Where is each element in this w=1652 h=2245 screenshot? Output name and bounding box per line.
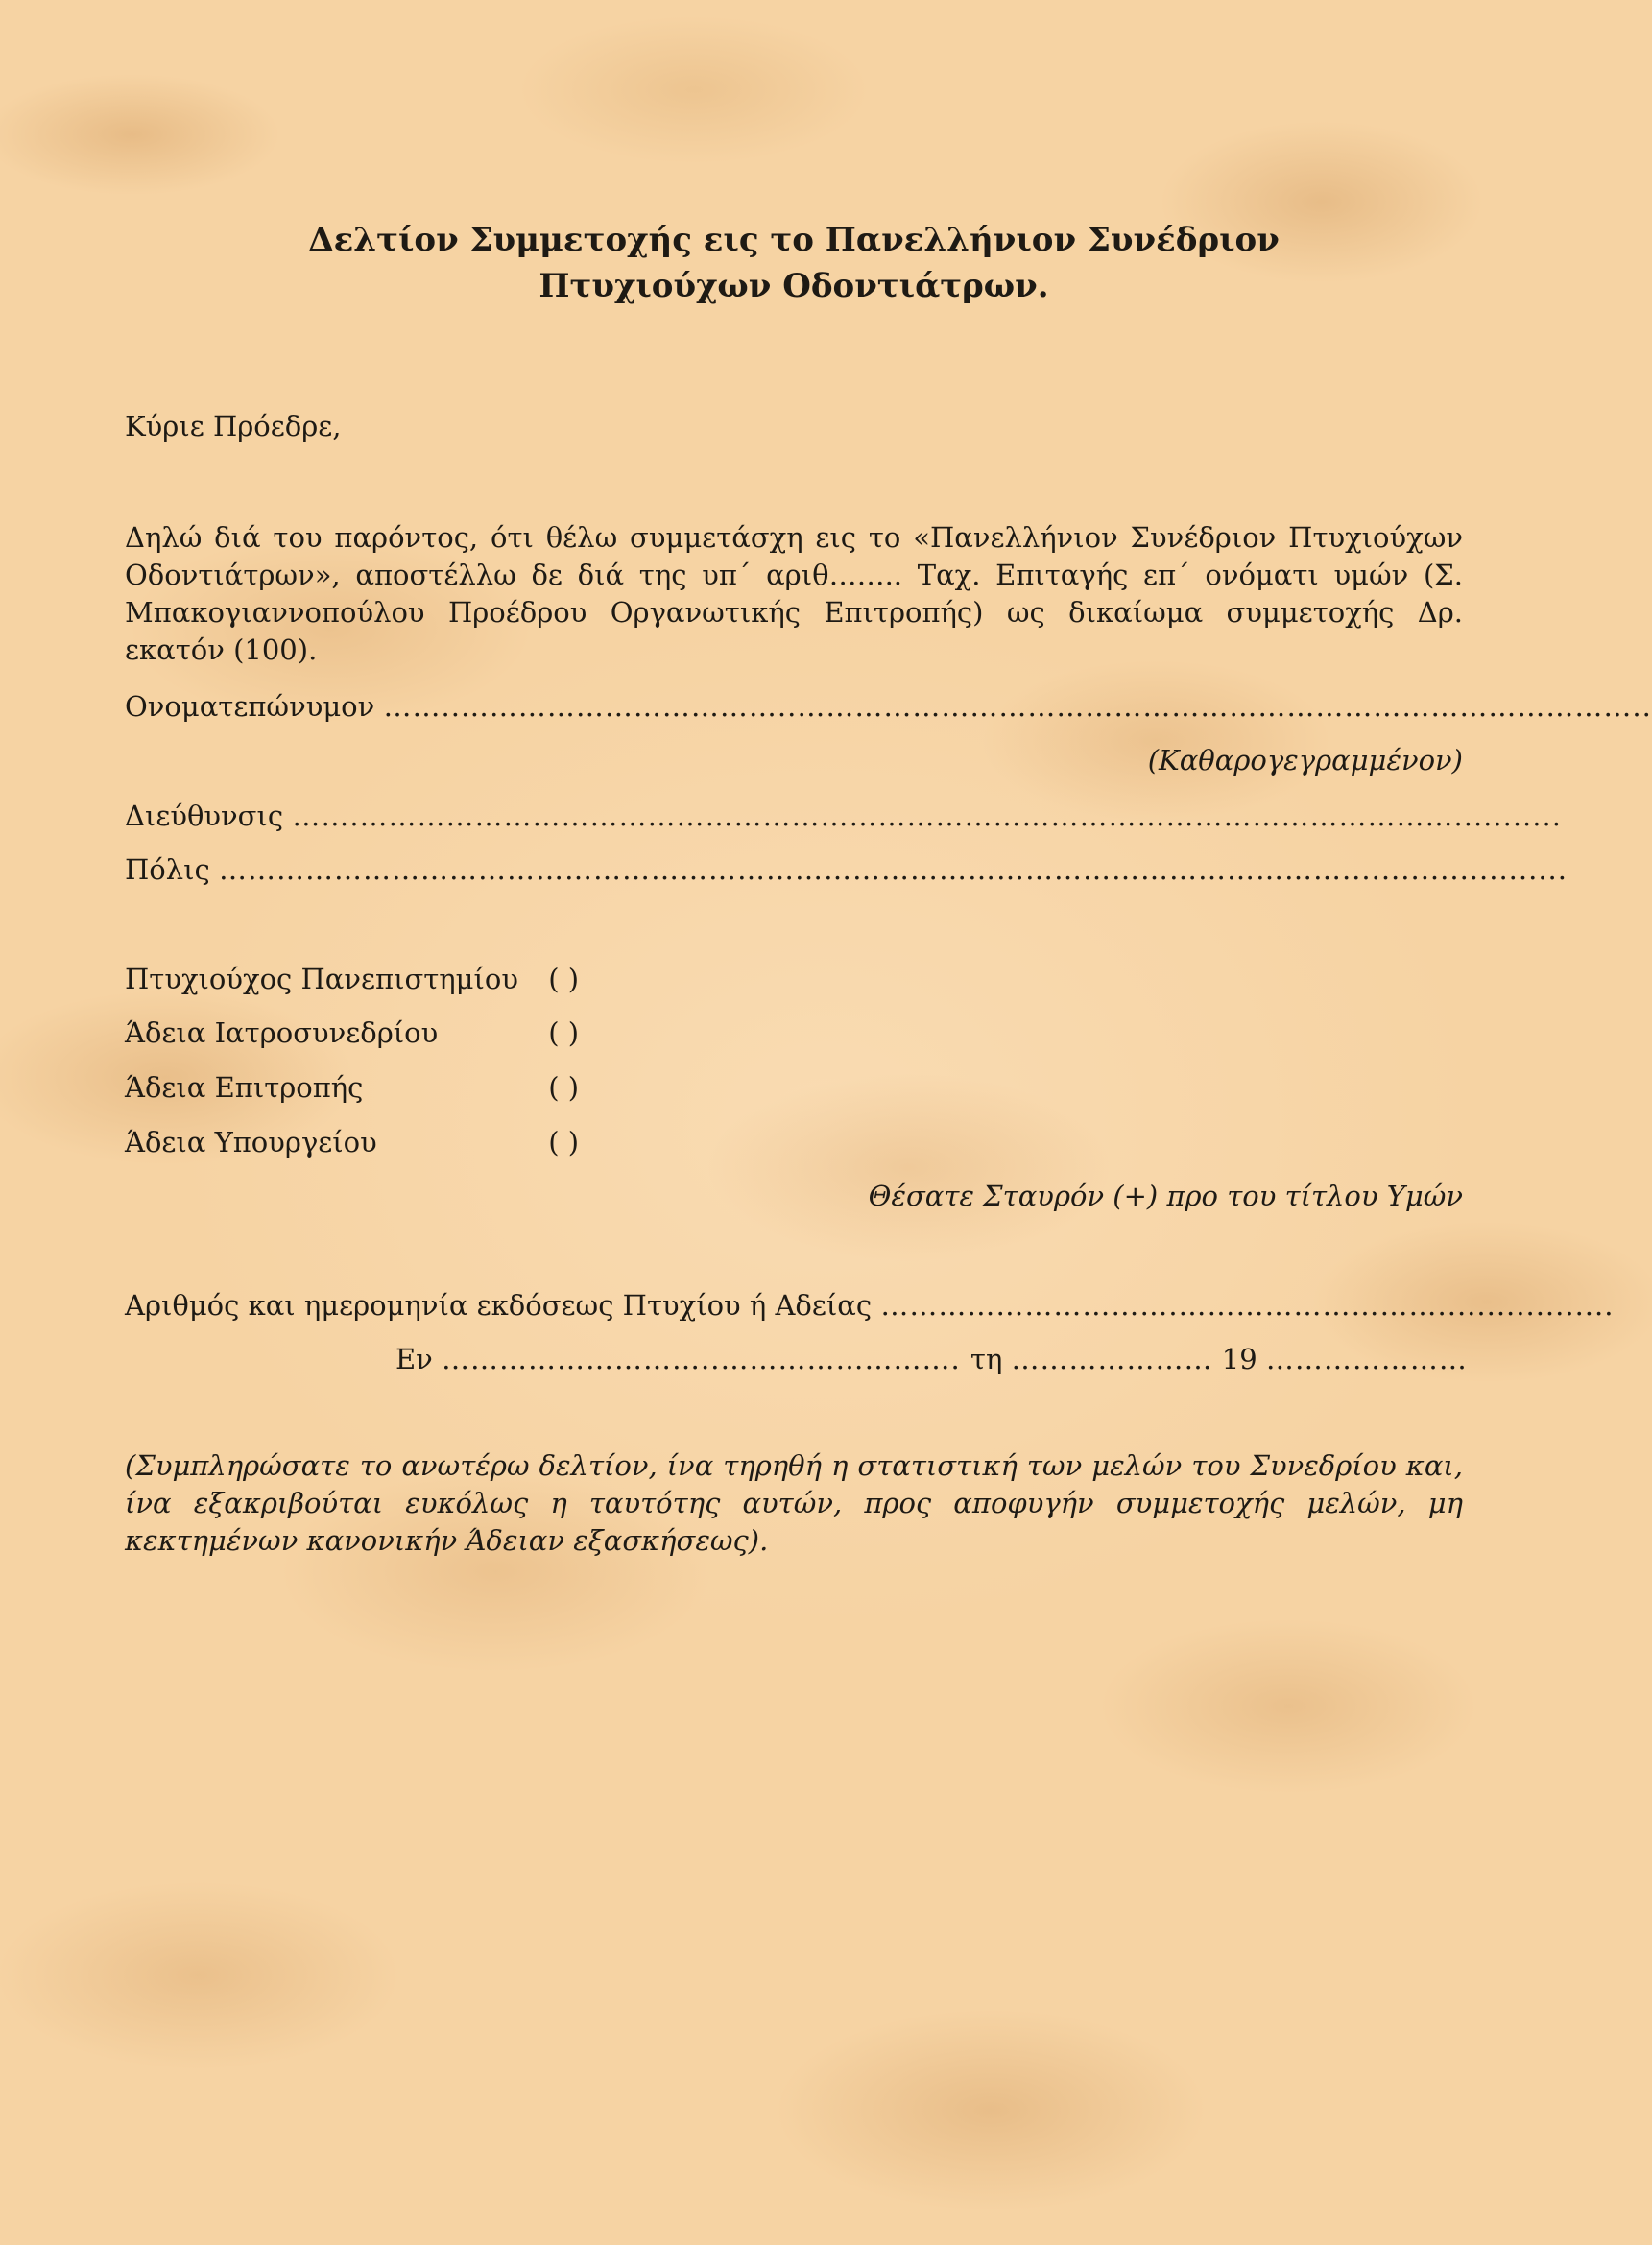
name-hint: (Καθαρογεγραμμένον) — [1147, 744, 1463, 776]
footnote: (Συμπληρώσατε το ανωτέρω δελτίον, ίνα τηρηθή η στατιστική των μελών του Συνεδρίου και, ίνα εξακριβούται ευκόλως η ταυτότης αυτών, προς αποφυγήν συμμετοχής μελών, μη κεκτημένων κανονικήν Άδειαν εξασκήσεως). — [125, 1449, 1463, 1557]
declaration-paragraph: Δηλώ διά του παρόντος, ότι θέλω συμμετάσχη εις το «Πανελλήνιον Συνέδριον Πτυχιούχων Οδοντιάτρων», αποστέλλω δε διά της υπ΄ αριθ…….. Ταχ. Επιταγής επ΄ ονόματι υμών (Σ. Μπακογιαννοπούλου Προέδρου Οργανωτικής Επιτροπής) ως δικαίωμα συμμετοχής Δρ. εκατόν (100). — [125, 521, 1463, 666]
date-place-line[interactable] — [395, 1340, 1468, 1378]
checkbox-label: Άδεια Επιτροπής — [125, 1071, 364, 1104]
address-field-label: Διεύθυνσις — [125, 800, 284, 832]
year-prefix: 19 — [1221, 1343, 1257, 1375]
checkbox-box[interactable]: ( ) — [548, 1071, 580, 1104]
checkbox-box[interactable]: ( ) — [548, 963, 580, 995]
salutation: Κύριε Πρόεδρε, — [125, 410, 342, 442]
name-field[interactable] — [125, 687, 1652, 726]
city-field-label: Πόλις — [125, 853, 210, 886]
address-field[interactable] — [125, 797, 1562, 835]
checkbox-label: Άδεια Υπουργείου — [125, 1126, 377, 1158]
form-title-line-2: Πτυχιούχων Οδοντιάτρων. — [539, 267, 1049, 305]
license-field-dots: ………………………….……………………….................. — [880, 1289, 1615, 1322]
license-field[interactable] — [125, 1286, 1615, 1325]
city-field[interactable] — [125, 850, 1568, 889]
license-field-label: Αριθμός και ημερομηνία εκδόσεως Πτυχίου ή Αδείας — [125, 1289, 873, 1322]
checkbox-instruction: Θέσατε Σταυρόν (+) προ του τίτλου Υμών — [868, 1180, 1463, 1212]
city-field-dots: ………………………………………………………………………………………………………....................... — [218, 853, 1568, 886]
checkbox-label: Πτυχιούχος Πανεπιστημίου — [125, 963, 518, 995]
form-page — [125, 0, 1652, 2245]
checkbox-row-ministry[interactable] — [125, 1123, 579, 1161]
name-field-label: Ονοματεπώνυμον — [125, 690, 375, 723]
day-dots: ………………… — [1011, 1343, 1213, 1375]
name-field-dots: ……..……………………………..…………………………………………………………………………….. — [383, 690, 1652, 723]
place-dots: ………………………..……………………. — [442, 1343, 970, 1375]
checkbox-row-committee[interactable] — [125, 1068, 579, 1107]
form-title — [125, 217, 1463, 309]
checkbox-row-university[interactable] — [125, 960, 579, 998]
address-field-dots: …….……………………………………………………………………………………………………........... — [292, 800, 1562, 832]
date-th-label: τη — [970, 1343, 1003, 1375]
checkbox-row-medical-association[interactable] — [125, 1014, 579, 1052]
checkbox-box[interactable]: ( ) — [548, 1016, 580, 1049]
year-dots: ………………… — [1265, 1343, 1468, 1375]
checkbox-box[interactable]: ( ) — [548, 1126, 580, 1158]
checkbox-label: Άδεια Ιατροσυνεδρίου — [125, 1016, 439, 1049]
date-en-label: Εν — [395, 1343, 433, 1375]
form-title-line-1: Δελτίον Συμμετοχής εις το Πανελλήνιον Συνέδριον — [308, 221, 1280, 259]
